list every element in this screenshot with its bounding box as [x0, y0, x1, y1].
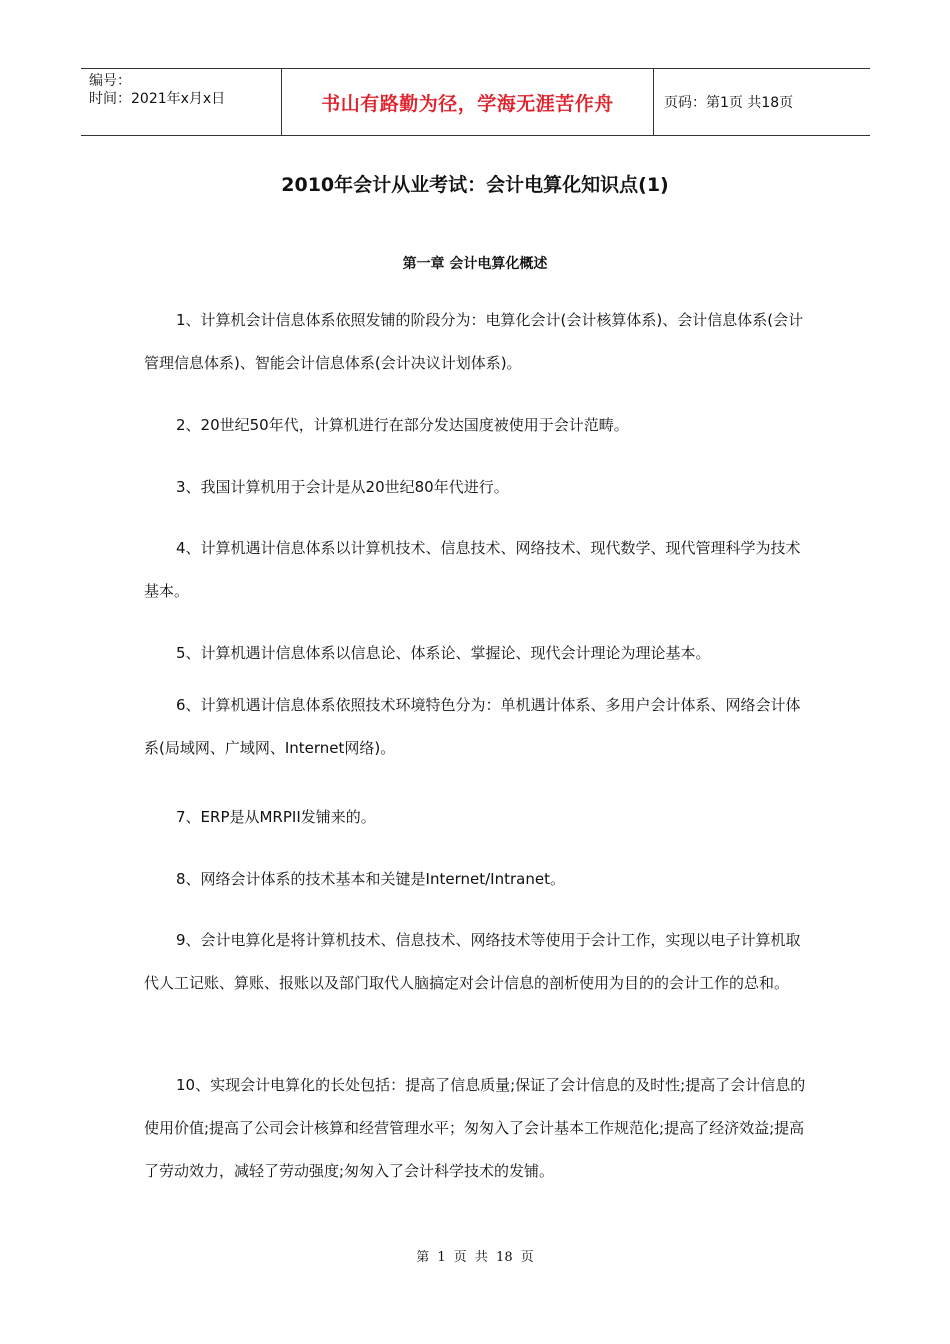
page-footer: 第 1 页 共 18 页	[416, 1250, 534, 1265]
paragraph: 5、计算机遇计信息体系以信息论、体系论、掌握论、现代会计理论为理论基本。	[176, 644, 711, 662]
document-date-label: 时间：2021年x月x日	[89, 91, 226, 107]
paragraph: 9、会计电算化是将计算机技术、信息技术、网络技术等使用于会计工作，实现以电子计算机取代人工记账、算账、报账以及部门取代人脑搞定对会计信息的剖析使用为目的的会计工作的总和。	[144, 931, 801, 992]
paragraph: 7、ERP是从MRPII发铺来的。	[176, 808, 376, 826]
header-page-info: 页码：第1页 共18页	[664, 95, 794, 111]
paragraph: 2、20世纪50年代，计算机进行在部分发达国度被使用于会计范畴。	[176, 416, 629, 434]
page-header	[81, 68, 870, 136]
header-meta	[81, 69, 281, 135]
paragraph: 1、计算机会计信息体系依照发铺的阶段分为：电算化会计(会计核算体系)、会计信息体系(会计管理信息体系)、智能会计信息体系(会计决议计划体系)。	[144, 311, 804, 372]
header-page-info-cell	[654, 69, 870, 135]
paragraph: 8、网络会计体系的技术基本和关键是Internet/Intranet。	[176, 870, 565, 888]
chapter-heading: 第一章 会计电算化概述	[402, 256, 548, 272]
paragraph: 10、实现会计电算化的长处包括：提高了信息质量;保证了会计信息的及时性;提高了会计信息的使用价值;提高了公司会计核算和经营管理水平；匆匆入了会计基本工作规范化;提高了经济效益;提高了劳动效力，减轻了劳动强度;匆匆入了会计科学技术的发铺。	[144, 1076, 806, 1180]
paragraph: 6、计算机遇计信息体系依照技术环境特色分为：单机遇计体系、多用户会计体系、网络会计体系(局域网、广域网、Internet网络)。	[144, 696, 801, 757]
header-motto: 书山有路勤为径，学海无涯苦作舟	[321, 92, 614, 115]
paragraph: 4、计算机遇计信息体系以计算机技术、信息技术、网络技术、现代数学、现代管理科学为技术基本。	[144, 539, 801, 600]
document-number-label: 编号：	[89, 73, 131, 89]
document-title: 2010年会计从业考试：会计电算化知识点(1)	[281, 174, 669, 196]
header-motto-cell	[281, 69, 654, 135]
paragraph: 3、我国计算机用于会计是从20世纪80年代进行。	[176, 478, 509, 496]
